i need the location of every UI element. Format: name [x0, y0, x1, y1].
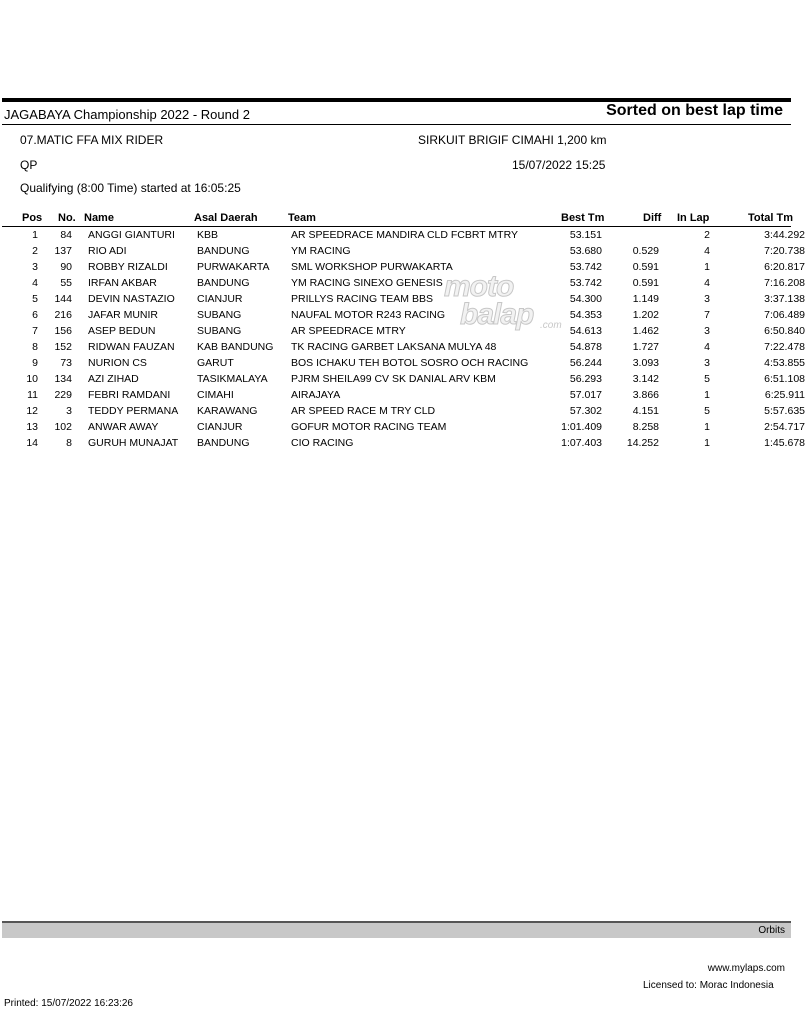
row-number: 3 — [66, 405, 72, 417]
col-name-header: Name — [84, 212, 114, 224]
row-team: AR SPEEDRACE MTRY — [291, 325, 406, 337]
row-total: 3:37.138 — [764, 293, 805, 305]
row-team: TK RACING GARBET LAKSANA MULYA 48 — [291, 341, 497, 353]
row-name: ANGGI GIANTURI — [88, 229, 175, 241]
row-number: 152 — [54, 341, 72, 353]
row-number: 90 — [60, 261, 72, 273]
row-best: 57.017 — [569, 389, 602, 401]
session-start: Qualifying (8:00 Time) started at 16:05:25 — [20, 181, 241, 195]
row-number: 8 — [66, 437, 72, 449]
row-inlap: 2 — [704, 229, 710, 241]
row-asal: BANDUNG — [197, 245, 250, 257]
printed-timestamp: Printed: 15/07/2022 16:23:26 — [4, 998, 133, 1009]
row-inlap: 4 — [704, 341, 710, 353]
row-asal: KARAWANG — [197, 405, 258, 417]
row-diff: 0.591 — [632, 277, 659, 289]
row-name: RIO ADI — [88, 245, 127, 257]
row-total: 6:25.911 — [764, 389, 805, 401]
row-inlap: 1 — [704, 261, 710, 273]
row-pos: 12 — [26, 405, 38, 417]
table-row — [0, 261, 805, 277]
row-team: YM RACING — [291, 245, 351, 257]
row-inlap: 3 — [704, 325, 710, 337]
watermark-line1: moto — [444, 270, 514, 303]
row-number: 137 — [54, 245, 72, 257]
row-best: 1:01.409 — [561, 421, 602, 433]
row-best: 56.244 — [569, 357, 602, 369]
row-inlap: 5 — [704, 405, 710, 417]
row-inlap: 5 — [704, 373, 710, 385]
row-pos: 2 — [32, 245, 38, 257]
row-name: FEBRI RAMDANI — [88, 389, 171, 401]
row-best: 53.680 — [569, 245, 602, 257]
table-row — [0, 309, 805, 325]
row-total: 7:16.208 — [764, 277, 805, 289]
table-row — [0, 373, 805, 389]
col-inlap-header: In Lap — [677, 212, 710, 224]
footer-bar — [2, 923, 791, 938]
row-best: 53.742 — [569, 277, 602, 289]
table-row — [0, 293, 805, 309]
row-diff: 3.142 — [632, 373, 659, 385]
row-name: TEDDY PERMANA — [88, 405, 179, 417]
session-date: 15/07/2022 15:25 — [512, 158, 606, 172]
watermark-line2: balap — [460, 298, 534, 331]
row-name: AZI ZIHAD — [88, 373, 139, 385]
row-total: 6:51.108 — [764, 373, 805, 385]
row-name: RIDWAN FAUZAN — [88, 341, 175, 353]
row-number: 73 — [60, 357, 72, 369]
col-best-header: Best Tm — [561, 212, 605, 224]
row-name: ASEP BEDUN — [88, 325, 156, 337]
row-pos: 8 — [32, 341, 38, 353]
row-inlap: 1 — [704, 421, 710, 433]
row-best: 56.293 — [569, 373, 602, 385]
table-row — [0, 341, 805, 357]
row-diff: 4.151 — [632, 405, 659, 417]
col-asal-header: Asal Daerah — [194, 212, 258, 224]
row-total: 1:45.678 — [764, 437, 805, 449]
table-row — [0, 229, 805, 245]
row-name: ROBBY RIZALDI — [88, 261, 168, 273]
row-name: GURUH MUNAJAT — [88, 437, 179, 449]
row-team: GOFUR MOTOR RACING TEAM — [291, 421, 447, 433]
row-total: 7:06.489 — [764, 309, 805, 321]
row-diff: 0.591 — [632, 261, 659, 273]
row-diff: 1.202 — [632, 309, 659, 321]
row-team: BOS ICHAKU TEH BOTOL SOSRO OCH RACING — [291, 357, 529, 369]
col-total-header: Total Tm — [748, 212, 794, 224]
row-team: PJRM SHEILA99 CV SK DANIAL ARV KBM — [291, 373, 496, 385]
watermark-line3: .com — [540, 320, 562, 331]
row-pos: 11 — [27, 389, 38, 401]
row-diff: 1.727 — [632, 341, 659, 353]
row-diff: 1.462 — [632, 325, 659, 337]
website-link[interactable]: www.mylaps.com — [707, 963, 785, 974]
row-inlap: 1 — [704, 389, 710, 401]
col-no-header: No. — [58, 212, 76, 224]
row-asal: CIMAHI — [197, 389, 234, 401]
session-type: QP — [20, 158, 38, 172]
class-name: 07.MATIC FFA MIX RIDER — [20, 133, 164, 147]
row-total: 6:50.840 — [764, 325, 805, 337]
row-asal: SUBANG — [197, 309, 242, 321]
row-team: AR SPEED RACE M TRY CLD — [291, 405, 436, 417]
row-asal: BANDUNG — [197, 277, 250, 289]
row-number: 144 — [54, 293, 72, 305]
row-team: CIO RACING — [291, 437, 354, 449]
row-pos: 6 — [32, 309, 38, 321]
row-asal: TASIKMALAYA — [197, 373, 268, 385]
row-asal: GARUT — [197, 357, 234, 369]
col-pos-header: Pos — [22, 212, 43, 224]
row-name: NURION CS — [88, 357, 147, 369]
licensed-to: Licensed to: Morac Indonesia — [643, 980, 774, 991]
col-diff-header: Diff — [643, 212, 662, 224]
row-inlap: 1 — [704, 437, 710, 449]
row-best: 53.151 — [569, 229, 602, 241]
row-name: ANWAR AWAY — [88, 421, 159, 433]
row-best: 1:07.403 — [561, 437, 602, 449]
row-inlap: 7 — [704, 309, 710, 321]
row-best: 53.742 — [569, 261, 602, 273]
row-total: 7:20.738 — [764, 245, 805, 257]
row-number: 216 — [54, 309, 72, 321]
row-total: 6:20.817 — [764, 261, 805, 273]
row-best: 57.302 — [569, 405, 602, 417]
motobalap-watermark — [440, 270, 570, 340]
row-best: 54.353 — [569, 309, 602, 321]
row-asal: KBB — [197, 229, 219, 241]
row-best: 54.613 — [569, 325, 602, 337]
row-inlap: 4 — [704, 245, 710, 257]
row-total: 3:44.292 — [764, 229, 805, 241]
row-team: YM RACING SINEXO GENESIS — [291, 277, 443, 289]
row-team: NAUFAL MOTOR R243 RACING — [291, 309, 446, 321]
table-row — [0, 245, 805, 261]
row-number: 102 — [54, 421, 72, 433]
table-row — [0, 405, 805, 421]
row-name: IRFAN AKBAR — [88, 277, 157, 289]
row-inlap: 3 — [704, 357, 710, 369]
row-diff: 8.258 — [632, 421, 659, 433]
table-header-divider — [2, 226, 791, 227]
row-diff: 3.093 — [632, 357, 659, 369]
row-total: 5:57.635 — [764, 405, 805, 417]
row-pos: 1 — [32, 229, 38, 241]
row-pos: 14 — [26, 437, 38, 449]
row-total: 2:54.717 — [764, 421, 805, 433]
row-asal: CIANJUR — [197, 421, 243, 433]
table-row — [0, 277, 805, 293]
circuit-name: SIRKUIT BRIGIF CIMAHI 1,200 km — [418, 133, 607, 147]
orbits-label: Orbits — [758, 925, 785, 936]
row-total: 4:53.855 — [764, 357, 805, 369]
row-pos: 7 — [32, 325, 38, 337]
row-number: 134 — [54, 373, 72, 385]
sorted-label: Sorted on best lap time — [606, 102, 783, 119]
row-team: PRILLYS RACING TEAM BBS — [291, 293, 433, 305]
row-team: AIRAJAYA — [291, 389, 341, 401]
row-name: DEVIN NASTAZIO — [88, 293, 175, 305]
row-diff: 1.149 — [632, 293, 659, 305]
row-number: 229 — [54, 389, 72, 401]
row-asal: CIANJUR — [197, 293, 243, 305]
row-asal: PURWAKARTA — [197, 261, 270, 273]
row-pos: 13 — [26, 421, 38, 433]
row-diff: 0.529 — [632, 245, 659, 257]
table-row — [0, 357, 805, 373]
table-row — [0, 389, 805, 405]
row-total: 7:22.478 — [764, 341, 805, 353]
championship-title: JAGABAYA Championship 2022 - Round 2 — [4, 107, 250, 122]
row-team: SML WORKSHOP PURWAKARTA — [291, 261, 453, 273]
row-team: AR SPEEDRACE MANDIRA CLD FCBRT MTRY — [291, 229, 518, 241]
header-divider — [2, 124, 791, 125]
row-diff: 14.252 — [626, 437, 659, 449]
col-team-header: Team — [288, 212, 316, 224]
row-asal: BANDUNG — [197, 437, 250, 449]
row-name: JAFAR MUNIR — [88, 309, 159, 321]
row-pos: 4 — [32, 277, 38, 289]
table-row — [0, 437, 805, 453]
table-row — [0, 325, 805, 341]
row-asal: KAB BANDUNG — [197, 341, 274, 353]
row-best: 54.878 — [569, 341, 602, 353]
row-diff: 3.866 — [632, 389, 659, 401]
row-number: 55 — [60, 277, 72, 289]
row-pos: 3 — [32, 261, 38, 273]
row-pos: 9 — [32, 357, 38, 369]
row-pos: 5 — [32, 293, 38, 305]
row-inlap: 3 — [704, 293, 710, 305]
table-row — [0, 421, 805, 437]
row-pos: 10 — [26, 373, 38, 385]
row-number: 84 — [60, 229, 72, 241]
row-asal: SUBANG — [197, 325, 242, 337]
row-best: 54.300 — [569, 293, 602, 305]
row-number: 156 — [54, 325, 72, 337]
row-inlap: 4 — [704, 277, 710, 289]
